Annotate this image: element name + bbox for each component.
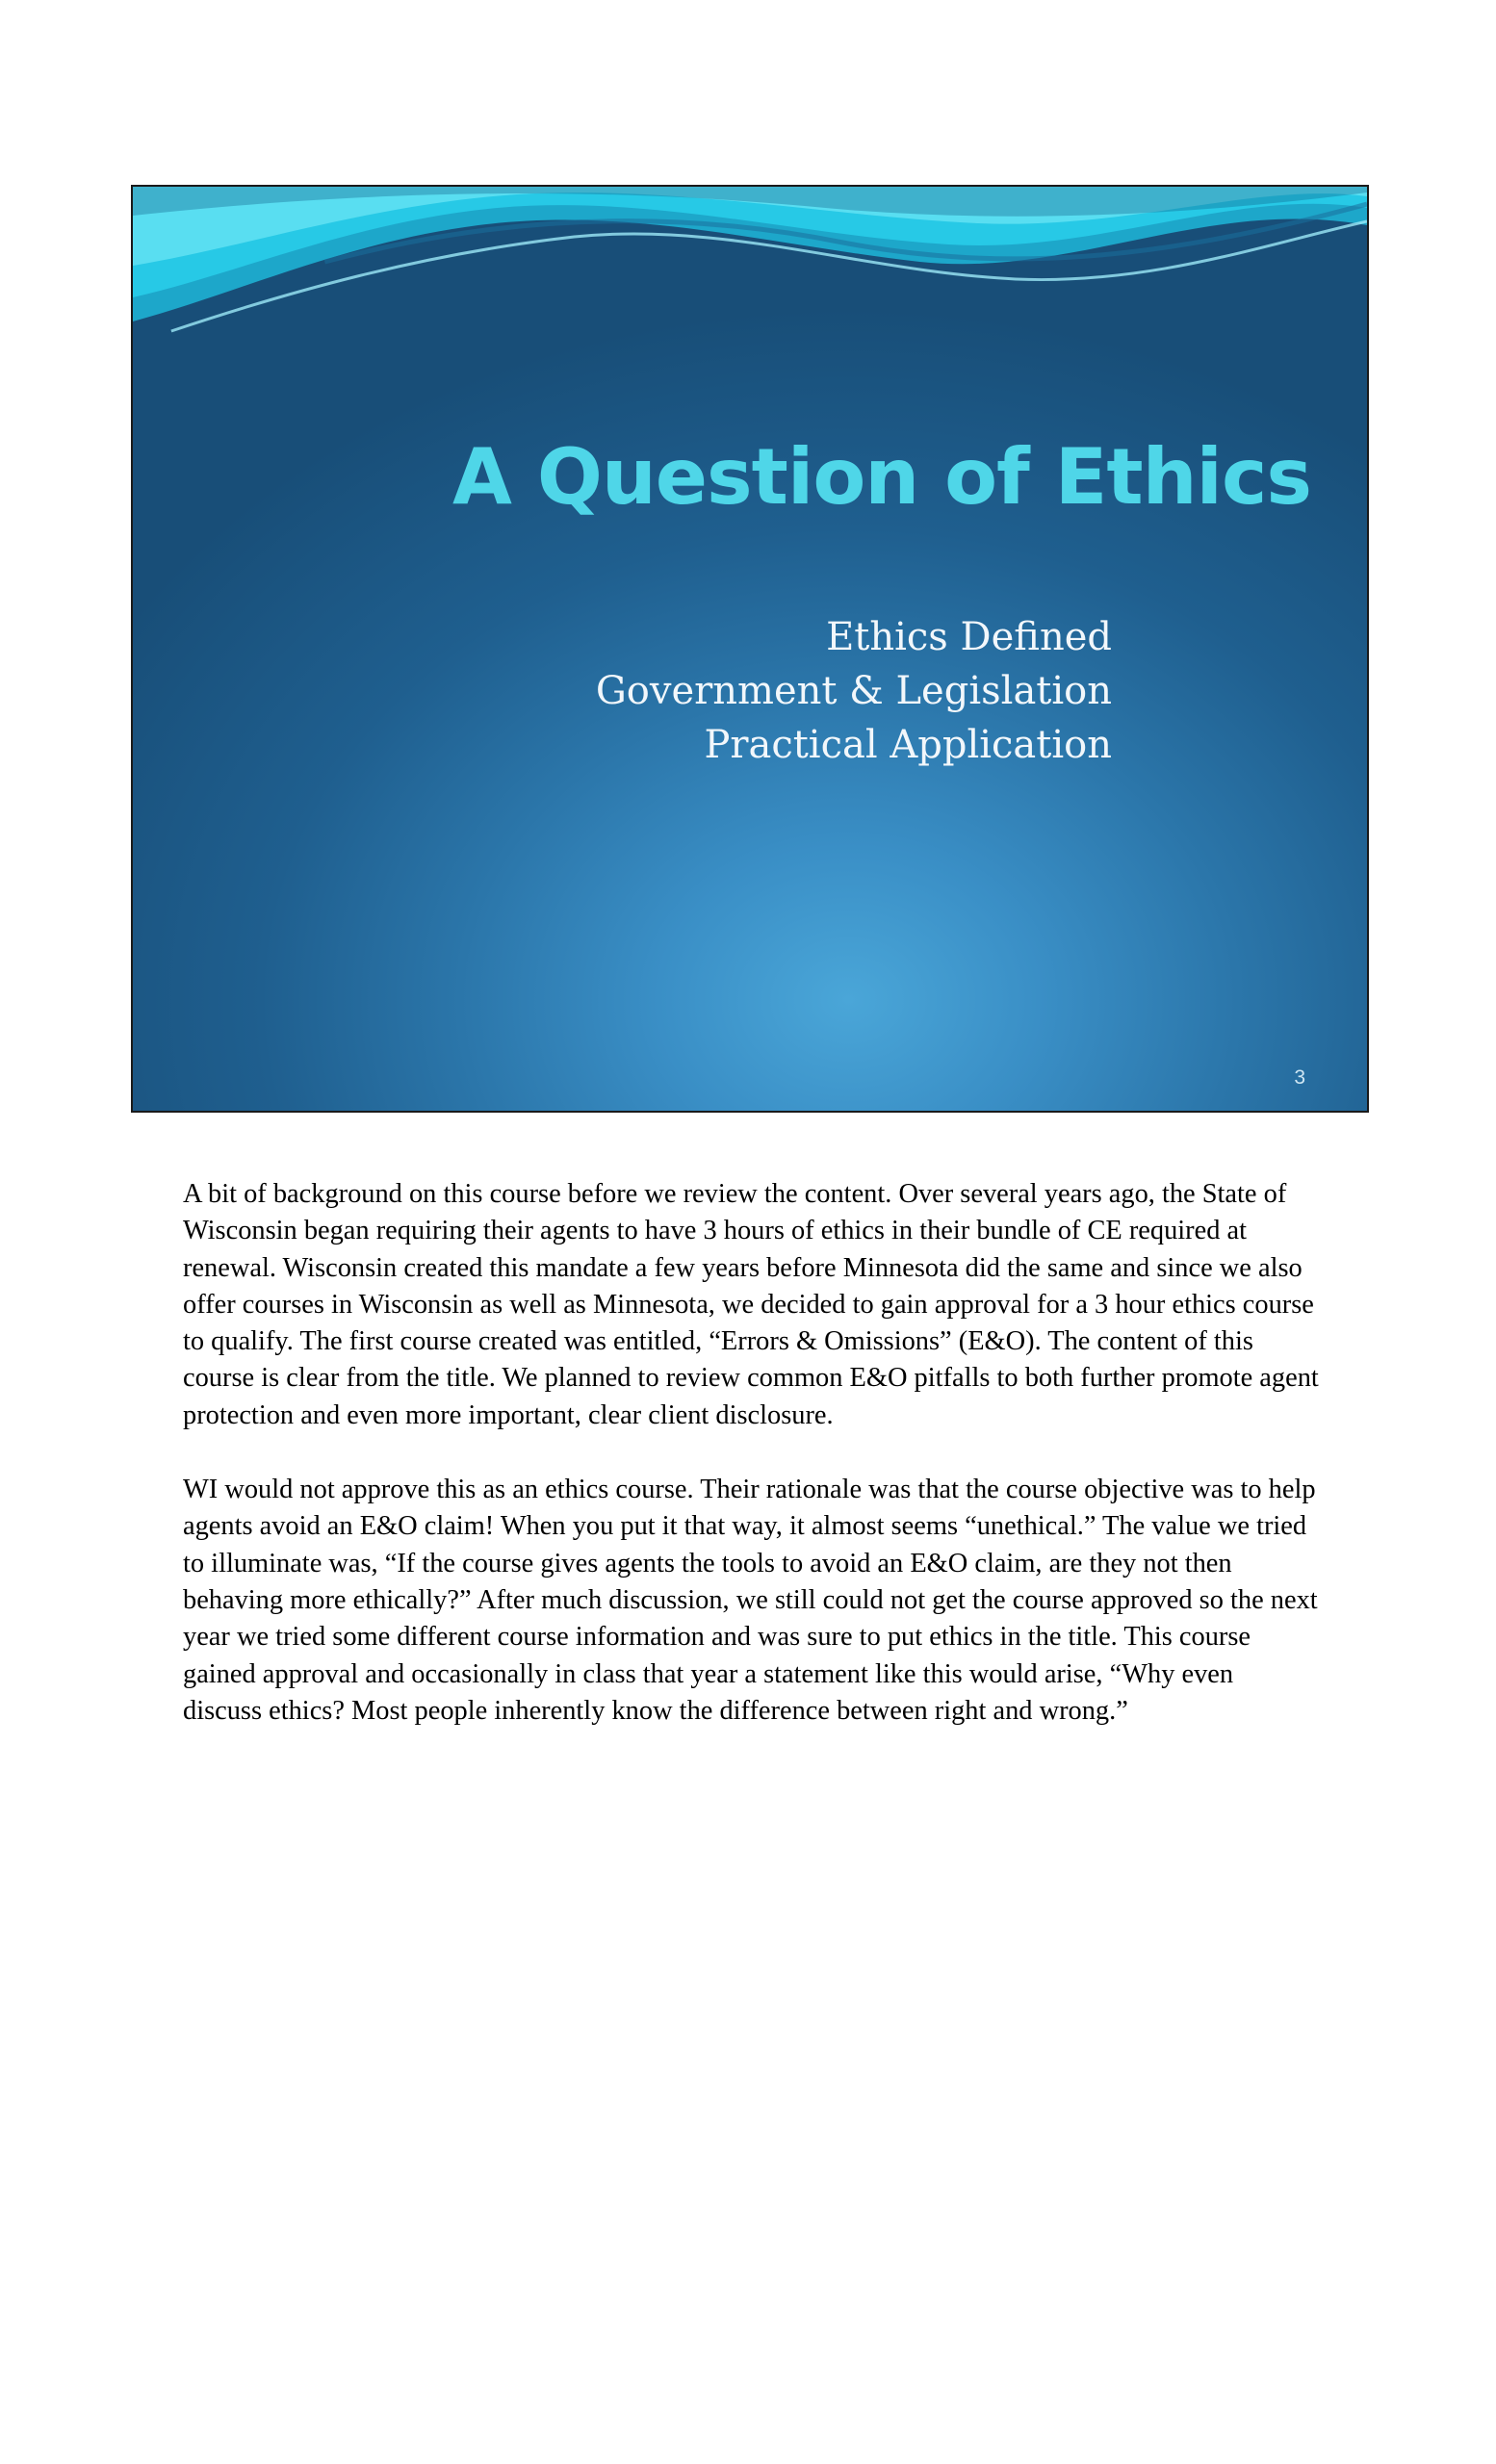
wave-decoration [133,187,1367,341]
notes-paragraph: A bit of background on this course before we review the content. Over several years ago, the State of Wisconsin began requiring their agents to have 3 hours of ethics in their bundle of CE required at renewal. Wisconsin created this mandate a few years before Minnesota did the same and since we also offer courses in Wisconsin as well as Minnesota, we decided to gain approval for a 3 hour ethics course to qualify. The first course created was entitled, “Errors & Omissions” (E&O). The content of this course is clear from the title. We planned to review common E&O pitfalls to both further promote agent protection and even more important, clear client disclosure. [183,1179,1319,1430]
slide-title: A Question of Ethics [452,432,1311,522]
speaker-notes [183,1176,1319,1767]
presentation-slide [131,185,1369,1113]
slide-subtitle-item: Practical Application [704,723,1112,767]
slide-subtitle-list [596,610,1112,772]
notes-paragraph: WI would not approve this as an ethics course. Their rationale was that the course objective was to help agents avoid an E&O claim! When you put it that way, it almost seems “unethical.” The value we tried to illuminate was, “If the course gives agents the tools to avoid an E&O claim, are they not then behaving more ethically?” After much discussion, we still could not get the course approved so the next year we tried some different course information and was sure to put ethics in the title. This course gained approval and occasionally in class that year a statement like this would arise, “Why even discuss ethics? Most people inherently know the difference between right and wrong.” [183,1475,1318,1726]
slide-subtitle-item: Ethics Defined [826,615,1112,659]
slide-number: 3 [1294,1066,1305,1089]
slide-subtitle-item: Government & Legislation [595,669,1112,713]
